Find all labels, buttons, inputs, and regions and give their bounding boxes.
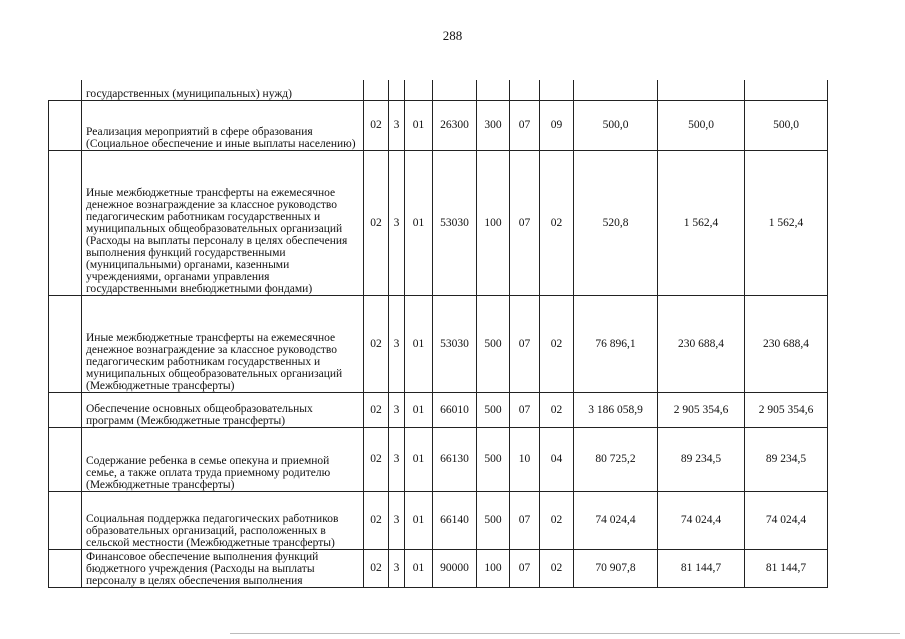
table-row (49, 295, 828, 392)
row-index-cell (49, 150, 82, 295)
amount-cell: 81 144,7 (658, 549, 745, 587)
code-cell: 02 (364, 491, 389, 549)
amount-cell: 230 688,4 (745, 295, 828, 392)
amount-cell: 500,0 (658, 100, 745, 150)
scan-edge-line (230, 633, 900, 634)
code-cell: 07 (510, 295, 540, 392)
amount-cell: 1 562,4 (745, 150, 828, 295)
row-description: Финансовое обеспечение выполнения функций бюджетного учреждения (Расходы на выплаты персоналу в целях обеспечения выполнения (82, 549, 364, 587)
code-cell: 3 (389, 150, 405, 295)
amount-cell: 81 144,7 (745, 549, 828, 587)
amount-cell: 2 905 354,6 (658, 392, 745, 427)
code-cell: 53030 (433, 150, 477, 295)
code-cell: 02 (540, 295, 574, 392)
table-row (49, 427, 828, 491)
amount-cell: 74 024,4 (574, 491, 658, 549)
code-cell: 07 (510, 549, 540, 587)
code-cell: 02 (540, 491, 574, 549)
code-cell: 02 (364, 295, 389, 392)
amount-cell: 76 896,1 (574, 295, 658, 392)
code-cell: 07 (510, 392, 540, 427)
code-cell: 500 (477, 491, 510, 549)
code-cell: 01 (405, 392, 433, 427)
amount-cell: 500,0 (745, 100, 828, 150)
code-cell: 500 (477, 392, 510, 427)
code-cell: 02 (364, 150, 389, 295)
code-cell: 02 (540, 392, 574, 427)
budget-table (48, 80, 828, 588)
code-cell: 01 (405, 491, 433, 549)
code-cell: 02 (364, 427, 389, 491)
code-cell: 3 (389, 491, 405, 549)
amount-cell: 74 024,4 (658, 491, 745, 549)
row-description: Иные межбюджетные трансферты на ежемесячное денежное вознаграждение за классное руководство педагогическим работникам государственных и муниципальных общеобразовательных организаций (Межбюджетные трансферты) (82, 295, 364, 392)
code-cell: 02 (364, 549, 389, 587)
code-cell (540, 80, 574, 100)
code-cell: 3 (389, 427, 405, 491)
amount-cell (574, 80, 658, 100)
row-index-cell (49, 491, 82, 549)
code-cell: 3 (389, 100, 405, 150)
code-cell: 100 (477, 150, 510, 295)
row-index-cell (49, 100, 82, 150)
page-number: 288 (442, 28, 463, 43)
code-cell: 07 (510, 150, 540, 295)
table-row (49, 80, 828, 100)
code-cell (405, 80, 433, 100)
code-cell: 3 (389, 392, 405, 427)
row-description: Содержание ребенка в семье опекуна и приемной семье, а также оплата труда приемному родителю (Межбюджетные трансферты) (82, 427, 364, 491)
amount-cell: 70 907,8 (574, 549, 658, 587)
amount-cell: 74 024,4 (745, 491, 828, 549)
amount-cell: 1 562,4 (658, 150, 745, 295)
code-cell: 02 (364, 392, 389, 427)
table-row (49, 549, 828, 587)
amount-cell (745, 80, 828, 100)
code-cell: 01 (405, 427, 433, 491)
amount-cell: 520,8 (574, 150, 658, 295)
row-description: Реализация мероприятий в сфере образования (Социальное обеспечение и иные выплаты населению) (82, 100, 364, 150)
row-index-cell (49, 80, 82, 100)
amount-cell: 500,0 (574, 100, 658, 150)
table-row (49, 392, 828, 427)
row-index-cell (49, 549, 82, 587)
code-cell: 01 (405, 295, 433, 392)
code-cell: 500 (477, 295, 510, 392)
row-index-cell (49, 392, 82, 427)
code-cell: 100 (477, 549, 510, 587)
row-description: Обеспечение основных общеобразовательных программ (Межбюджетные трансферты) (82, 392, 364, 427)
code-cell: 07 (510, 100, 540, 150)
code-cell: 04 (540, 427, 574, 491)
code-cell: 3 (389, 295, 405, 392)
row-description: Иные межбюджетные трансферты на ежемесячное денежное вознаграждение за классное руководство педагогическим работникам государственных и муниципальных общеобразовательных организаций (Расходы на выплаты персоналу в целях обеспечения выполнения функций государственными (муниципальными) органами, казенными учреждениями, органами управления государственными внебюджетными фондами) (82, 150, 364, 295)
code-cell (477, 80, 510, 100)
code-cell: 500 (477, 427, 510, 491)
table-row (49, 491, 828, 549)
code-cell: 66010 (433, 392, 477, 427)
code-cell: 66130 (433, 427, 477, 491)
amount-cell: 89 234,5 (658, 427, 745, 491)
code-cell (389, 80, 405, 100)
code-cell: 90000 (433, 549, 477, 587)
code-cell: 01 (405, 100, 433, 150)
amount-cell: 230 688,4 (658, 295, 745, 392)
code-cell: 53030 (433, 295, 477, 392)
code-cell: 01 (405, 549, 433, 587)
amount-cell (658, 80, 745, 100)
code-cell: 07 (510, 491, 540, 549)
row-index-cell (49, 427, 82, 491)
code-cell: 10 (510, 427, 540, 491)
amount-cell: 2 905 354,6 (745, 392, 828, 427)
row-index-cell (49, 295, 82, 392)
code-cell: 09 (540, 100, 574, 150)
table-row (49, 100, 828, 150)
code-cell: 300 (477, 100, 510, 150)
code-cell: 02 (364, 100, 389, 150)
code-cell (433, 80, 477, 100)
amount-cell: 89 234,5 (745, 427, 828, 491)
code-cell: 26300 (433, 100, 477, 150)
code-cell: 01 (405, 150, 433, 295)
row-description: Социальная поддержка педагогических работников образовательных организаций, расположенных в сельской местности (Межбюджетные трансферты) (82, 491, 364, 549)
code-cell: 02 (540, 150, 574, 295)
code-cell: 66140 (433, 491, 477, 549)
budget-table-wrapper (48, 80, 828, 588)
code-cell: 3 (389, 549, 405, 587)
code-cell (364, 80, 389, 100)
code-cell: 02 (540, 549, 574, 587)
table-row (49, 150, 828, 295)
amount-cell: 3 186 058,9 (574, 392, 658, 427)
amount-cell: 80 725,2 (574, 427, 658, 491)
row-description: государственных (муниципальных) нужд) (82, 80, 364, 100)
code-cell (510, 80, 540, 100)
